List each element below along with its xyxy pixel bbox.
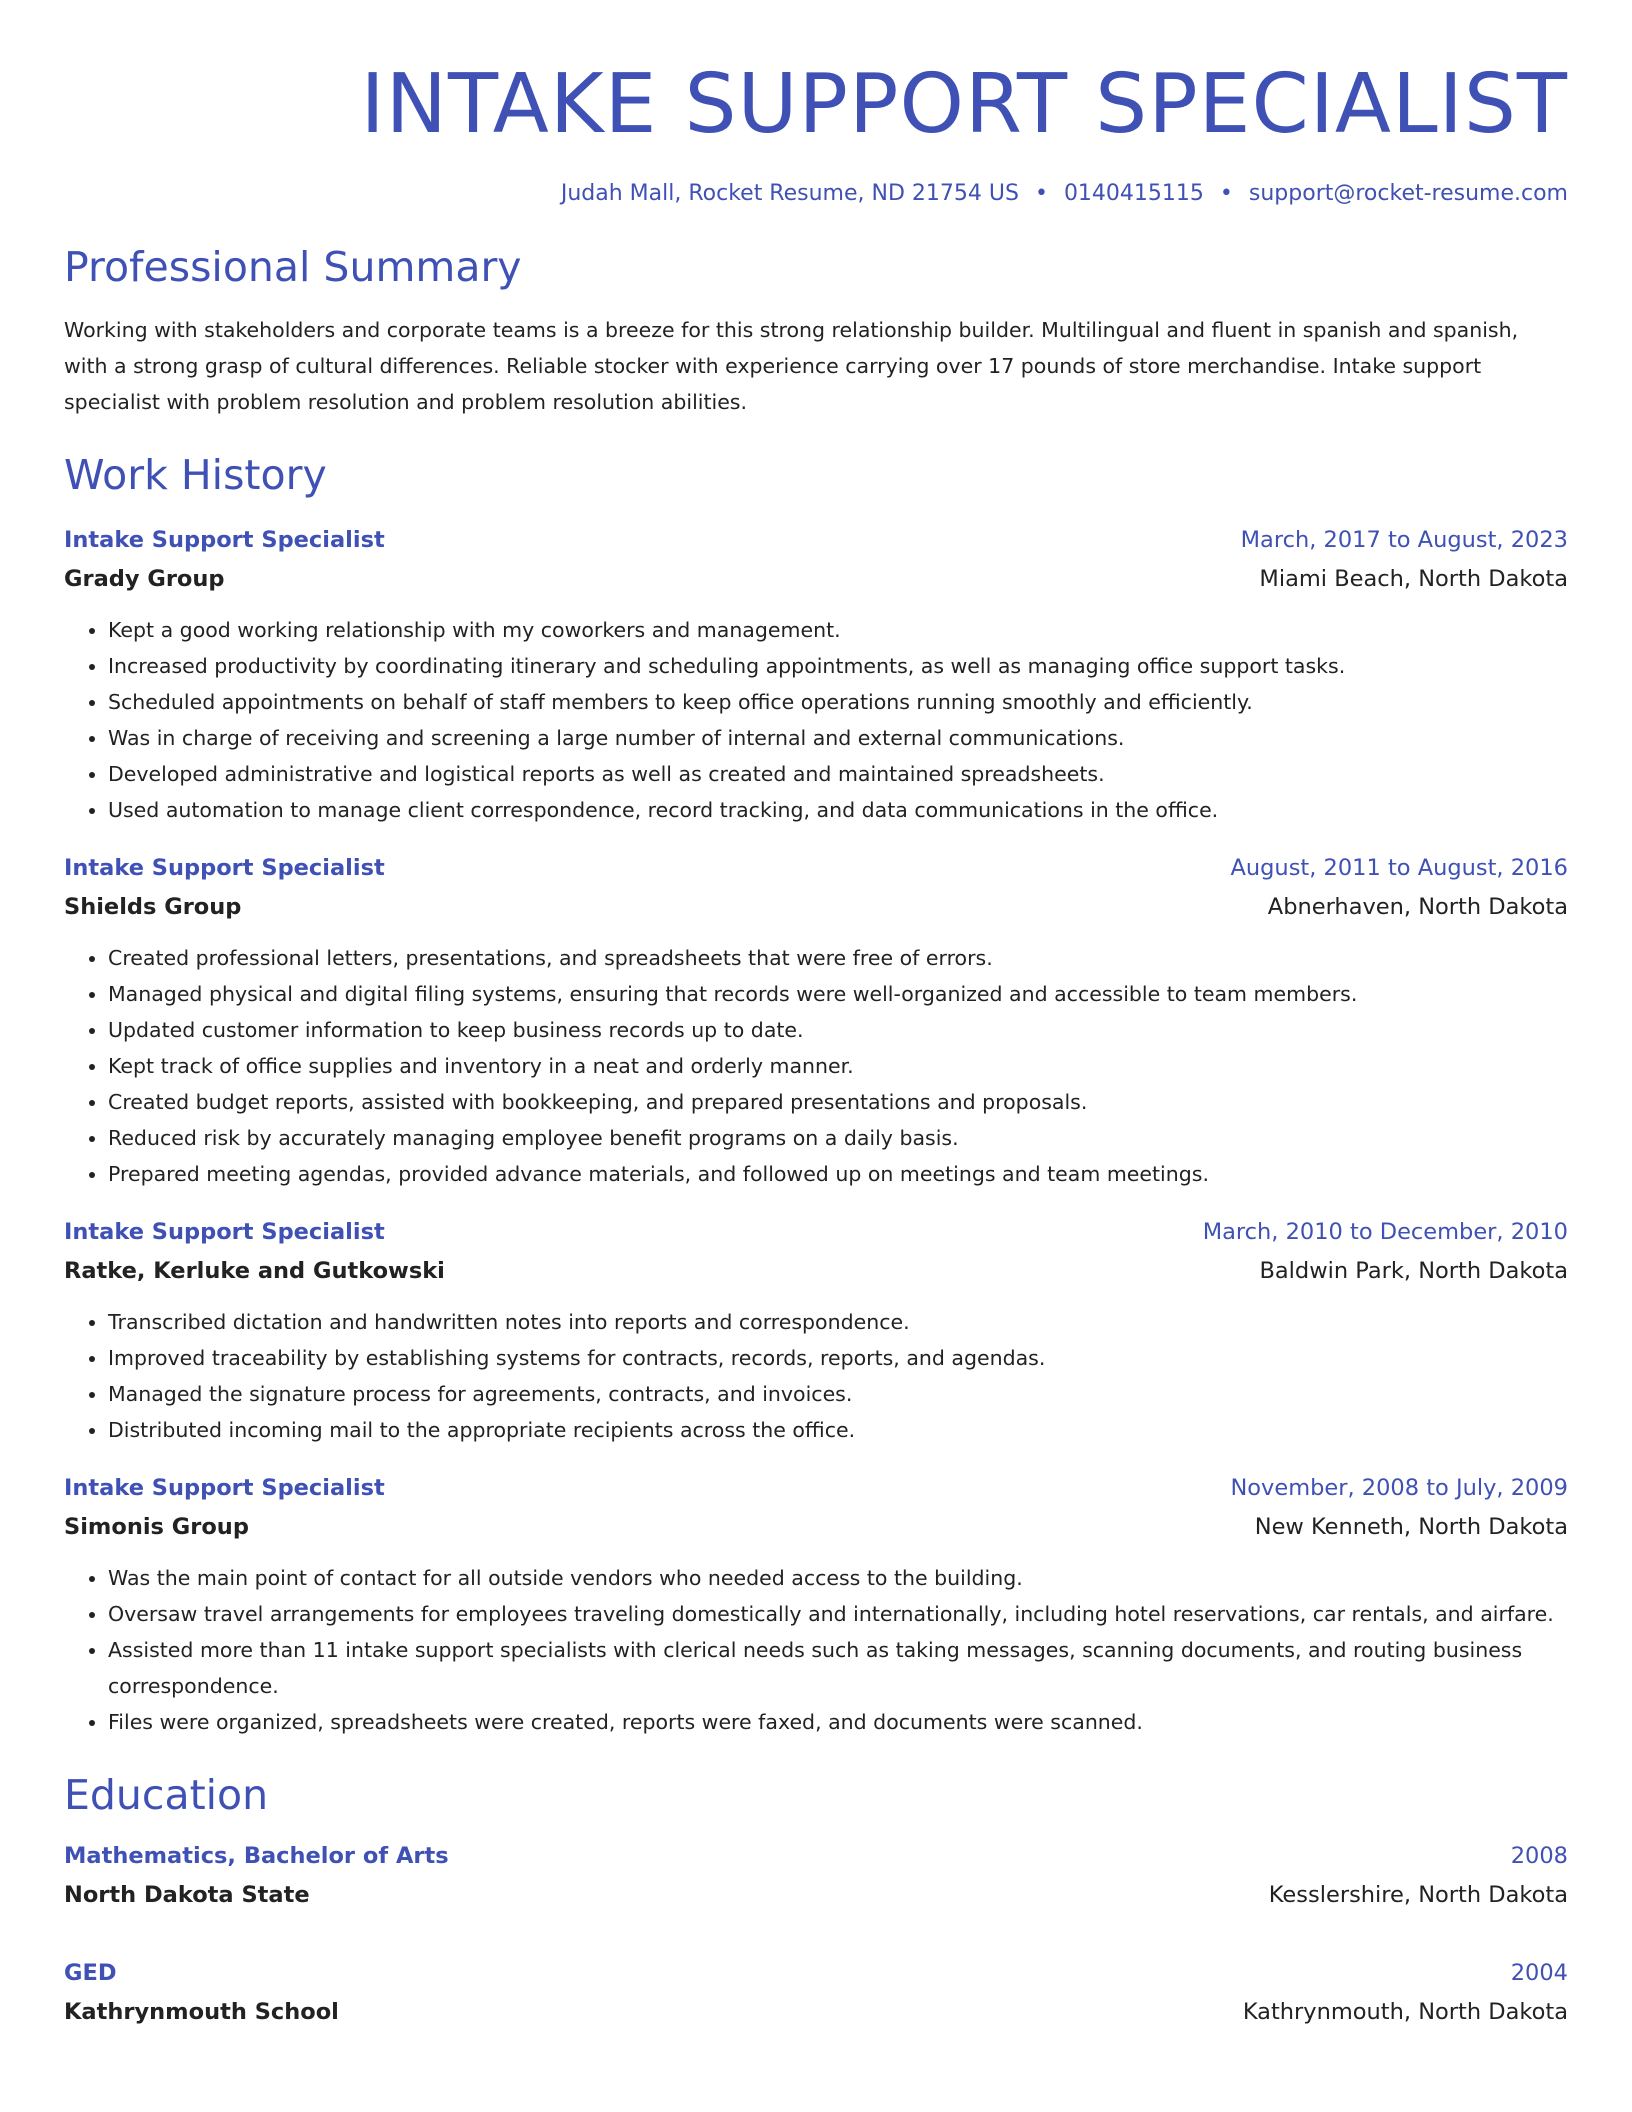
contact-phone: 0140415115 [1063,181,1204,206]
job-location: Abnerhaven, North Dakota [1267,894,1568,920]
resume-header [64,0,1568,210]
job-header-row [64,1470,1568,1506]
education-location: Kathrynmouth, North Dakota [1242,1999,1568,2025]
job-bullet: • Managed the signature process for agreements, contracts, and invoices. [108,1376,1568,1412]
summary-text: Working with stakeholders and corporate teams is a breeze for this strong relationship builder. Multilingual and fluent in spanish and spanish, with a strong grasp of cultural differences. Reliable stocker with experience carrying over 17 pounds of store merchandise. Intake support specialist with problem resolution and problem resolution abilities. [64,318,1519,414]
job-company: Grady Group [64,566,225,592]
job-bullets [64,1560,1568,1740]
education-entry [64,1955,1568,2030]
job-bullet: • Reduced risk by accurately managing employee benefit programs on a daily basis. [108,1120,1568,1156]
work-history-section [64,448,1568,1740]
job-bullet: • Prepared meeting agendas, provided advance materials, and followed up on meetings and team meetings. [108,1156,1568,1192]
job-entry [64,1214,1568,1448]
job-dates: August, 2011 to August, 2016 [1230,855,1568,881]
education-header-row [64,1955,1568,1991]
job-entry [64,1470,1568,1740]
education-school: North Dakota State [64,1882,310,1908]
job-dates: March, 2010 to December, 2010 [1202,1219,1568,1245]
job-bullet: • Oversaw travel arrangements for employees traveling domestically and internationally, including hotel reservations, car rentals, and airfare. [108,1596,1568,1632]
job-bullets [64,1304,1568,1448]
contact-email: support@rocket-resume.com [1248,181,1568,206]
job-company: Shields Group [64,894,242,920]
job-location: Miami Beach, North Dakota [1259,566,1568,592]
work-history-heading: Work History [64,451,327,499]
contact-separator: • [1219,181,1233,206]
job-role: Intake Support Specialist [64,1475,385,1501]
education-year: 2004 [1510,1960,1568,1986]
education-header-row [64,1838,1568,1874]
job-bullet: • Was in charge of receiving and screening a large number of internal and external communications. [108,720,1568,756]
summary-section [64,240,1568,420]
job-bullets [64,612,1568,828]
job-header-row [64,850,1568,886]
job-bullet: • Scheduled appointments on behalf of staff members to keep office operations running smoothly and efficiently. [108,684,1568,720]
contact-address: Judah Mall, Rocket Resume, ND 21754 US [560,181,1019,206]
job-entry [64,522,1568,828]
education-year: 2008 [1510,1843,1568,1869]
job-bullet: • Created professional letters, presentations, and spreadsheets that were free of errors. [108,940,1568,976]
job-entry [64,850,1568,1192]
education-degree: GED [64,1960,117,1986]
job-role: Intake Support Specialist [64,855,385,881]
job-bullet: • Used automation to manage client correspondence, record tracking, and data communications in the office. [108,792,1568,828]
job-bullet: • Updated customer information to keep business records up to date. [108,1012,1568,1048]
job-location: Baldwin Park, North Dakota [1259,1258,1568,1284]
job-bullet: • Distributed incoming mail to the appropriate recipients across the office. [108,1412,1568,1448]
job-company-row [64,889,1568,925]
education-heading: Education [64,1771,269,1819]
job-header-row [64,1214,1568,1250]
job-bullet: • Kept track of office supplies and inventory in a neat and orderly manner. [108,1048,1568,1084]
education-school-row [64,1877,1568,1913]
resume-name: INTAKE SUPPORT SPECIALIST [360,57,1568,152]
job-bullet: • Developed administrative and logistical reports as well as created and maintained spreadsheets. [108,756,1568,792]
job-header-row [64,522,1568,558]
job-bullet: • Kept a good working relationship with my coworkers and management. [108,612,1568,648]
job-role: Intake Support Specialist [64,527,385,553]
job-bullet: • Increased productivity by coordinating itinerary and scheduling appointments, as well as managing office support tasks. [108,648,1568,684]
education-location: Kesslershire, North Dakota [1268,1882,1568,1908]
education-degree: Mathematics, Bachelor of Arts [64,1843,449,1869]
education-school-row [64,1994,1568,2030]
job-role: Intake Support Specialist [64,1219,385,1245]
job-dates: November, 2008 to July, 2009 [1230,1475,1568,1501]
job-location: New Kenneth, North Dakota [1254,1514,1568,1540]
job-company: Simonis Group [64,1514,249,1540]
contact-line [64,178,1568,210]
job-bullet: • Improved traceability by establishing systems for contracts, records, reports, and agendas. [108,1340,1568,1376]
job-bullet: • Created budget reports, assisted with bookkeeping, and prepared presentations and proposals. [108,1084,1568,1120]
job-dates: March, 2017 to August, 2023 [1240,527,1568,553]
job-bullets [64,940,1568,1192]
job-bullet: • Transcribed dictation and handwritten notes into reports and correspondence. [108,1304,1568,1340]
job-bullet: • Was the main point of contact for all outside vendors who needed access to the building. [108,1560,1568,1596]
job-company-row [64,561,1568,597]
job-bullet: • Managed physical and digital filing systems, ensuring that records were well-organized and accessible to team members. [108,976,1568,1012]
job-company: Ratke, Kerluke and Gutkowski [64,1258,445,1284]
education-section [64,1768,1568,2030]
education-school: Kathrynmouth School [64,1999,339,2025]
summary-heading: Professional Summary [64,243,522,291]
job-bullet: • Files were organized, spreadsheets were created, reports were faxed, and documents were scanned. [108,1704,1568,1740]
job-company-row [64,1509,1568,1545]
contact-separator: • [1034,181,1048,206]
education-entry [64,1838,1568,1913]
job-bullet: • Assisted more than 11 intake support specialists with clerical needs such as taking messages, scanning documents, and routing business correspondence. [108,1632,1568,1704]
job-company-row [64,1253,1568,1289]
